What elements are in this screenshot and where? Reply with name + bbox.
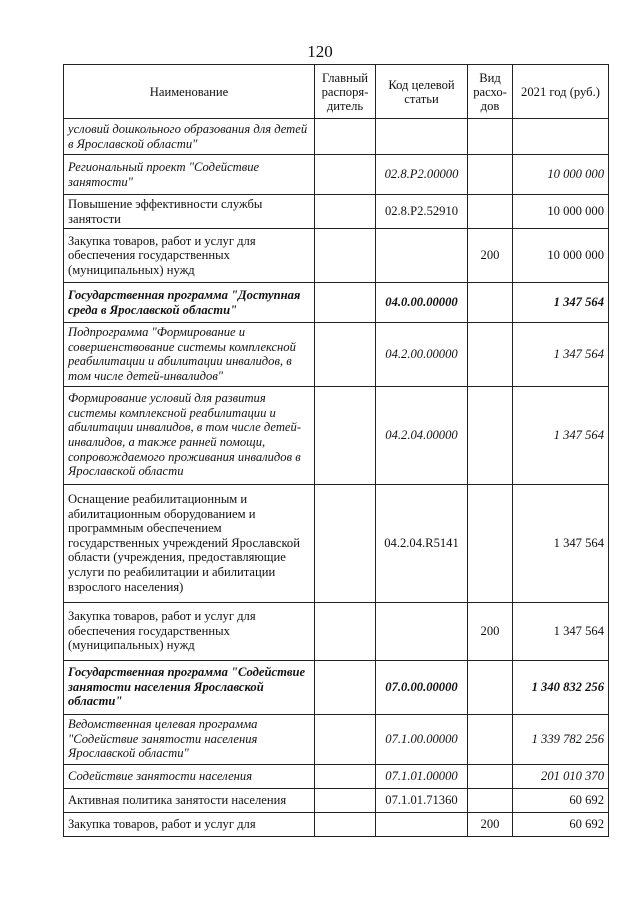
cell-admin [315,323,376,386]
cell-code: 04.2.04.00000 [376,386,468,484]
cell-admin [315,812,376,836]
cell-type: 200 [468,602,513,660]
table-body [64,119,609,837]
cell-admin [315,788,376,812]
cell-name: Закупка товаров, работ и услуг для обеспечения государственных (муниципальных) нужд [64,229,315,283]
cell-name: Содействие занятости населения [64,764,315,788]
cell-amount: 1 347 564 [513,386,609,484]
header-code: Код целевой статьи [376,65,468,119]
table-row [64,714,609,764]
table-row [64,119,609,155]
cell-name: Закупка товаров, работ и услуг для обеспечения государственных (муниципальных) нужд [64,602,315,660]
cell-amount: 60 692 [513,812,609,836]
header-name: Наименование [64,65,315,119]
cell-code: 02.8.P2.00000 [376,155,468,195]
table-row [64,660,609,714]
cell-admin [315,714,376,764]
cell-type [468,764,513,788]
table-row [64,283,609,323]
cell-code [376,812,468,836]
cell-amount: 201 010 370 [513,764,609,788]
cell-name: Государственная программа "Содействие занятости населения Ярославской области" [64,660,315,714]
table-row [64,323,609,386]
cell-admin [315,283,376,323]
cell-code [376,229,468,283]
cell-type [468,323,513,386]
table-row [64,229,609,283]
cell-name: Государственная программа "Доступная среда в Ярославской области" [64,283,315,323]
header-admin-text: Главный распоря-дитель [321,70,369,113]
cell-admin [315,155,376,195]
budget-table [63,64,609,837]
table-row [64,386,609,484]
cell-admin [315,764,376,788]
cell-code [376,602,468,660]
cell-type [468,660,513,714]
cell-code [376,119,468,155]
cell-amount: 10 000 000 [513,195,609,229]
cell-name: Региональный проект "Содействие занятости" [64,155,315,195]
cell-name: Ведомственная целевая программа "Содействие занятости населения Ярославской области" [64,714,315,764]
cell-name: Закупка товаров, работ и услуг для [64,812,315,836]
cell-amount: 10 000 000 [513,155,609,195]
cell-type: 200 [468,812,513,836]
cell-amount: 1 347 564 [513,283,609,323]
cell-type [468,714,513,764]
cell-admin [315,119,376,155]
cell-type [468,155,513,195]
cell-code: 04.2.00.00000 [376,323,468,386]
page-number: 120 [307,42,333,61]
cell-admin [315,602,376,660]
cell-code: 07.1.01.00000 [376,764,468,788]
cell-code: 07.1.01.71360 [376,788,468,812]
cell-type [468,484,513,602]
cell-type [468,386,513,484]
table-row [64,602,609,660]
header-admin [315,65,376,119]
table-row [64,484,609,602]
cell-amount: 1 347 564 [513,602,609,660]
cell-code: 04.2.04.R5141 [376,484,468,602]
table-header-row [64,65,609,119]
cell-type [468,788,513,812]
cell-type [468,119,513,155]
cell-admin [315,386,376,484]
table-row [64,788,609,812]
cell-code: 04.0.00.00000 [376,283,468,323]
cell-type: 200 [468,229,513,283]
cell-code: 07.0.00.00000 [376,660,468,714]
cell-code: 02.8.P2.52910 [376,195,468,229]
table-row [64,155,609,195]
cell-amount [513,119,609,155]
cell-name: Подпрограмма "Формирование и совершенствование системы комплексной реабилитации и абилитации инвалидов, в том числе детей-инвалидов" [64,323,315,386]
header-amount: 2021 год (руб.) [513,65,609,119]
cell-name: Формирование условий для развития системы комплексной реабилитации и абилитации инвалидов, в том числе детей-инвалидов, а также ранней помощи, сопровождаемого проживания инвалидов в Ярославской области [64,386,315,484]
cell-amount: 60 692 [513,788,609,812]
cell-amount: 1 340 832 256 [513,660,609,714]
table-row [64,195,609,229]
cell-amount: 1 347 564 [513,484,609,602]
cell-name: Активная политика занятости населения [64,788,315,812]
cell-amount: 1 339 782 256 [513,714,609,764]
cell-admin [315,229,376,283]
cell-admin [315,484,376,602]
cell-type [468,195,513,229]
cell-name: Повышение эффективности службы занятости [64,195,315,229]
cell-admin [315,195,376,229]
cell-type [468,283,513,323]
header-type: Вид расхо-дов [468,65,513,119]
table-row [64,812,609,836]
cell-admin [315,660,376,714]
cell-amount: 10 000 000 [513,229,609,283]
cell-code: 07.1.00.00000 [376,714,468,764]
cell-name: условий дошкольного образования для детей в Ярославской области" [64,119,315,155]
table-row [64,764,609,788]
cell-name: Оснащение реабилитационным и абилитационным оборудованием и программным обеспечением государственных учреждений Ярославской области (учреждения, предоставляющие услуги по реабилитации и абилитации взрослого населения) [64,484,315,602]
cell-amount: 1 347 564 [513,323,609,386]
